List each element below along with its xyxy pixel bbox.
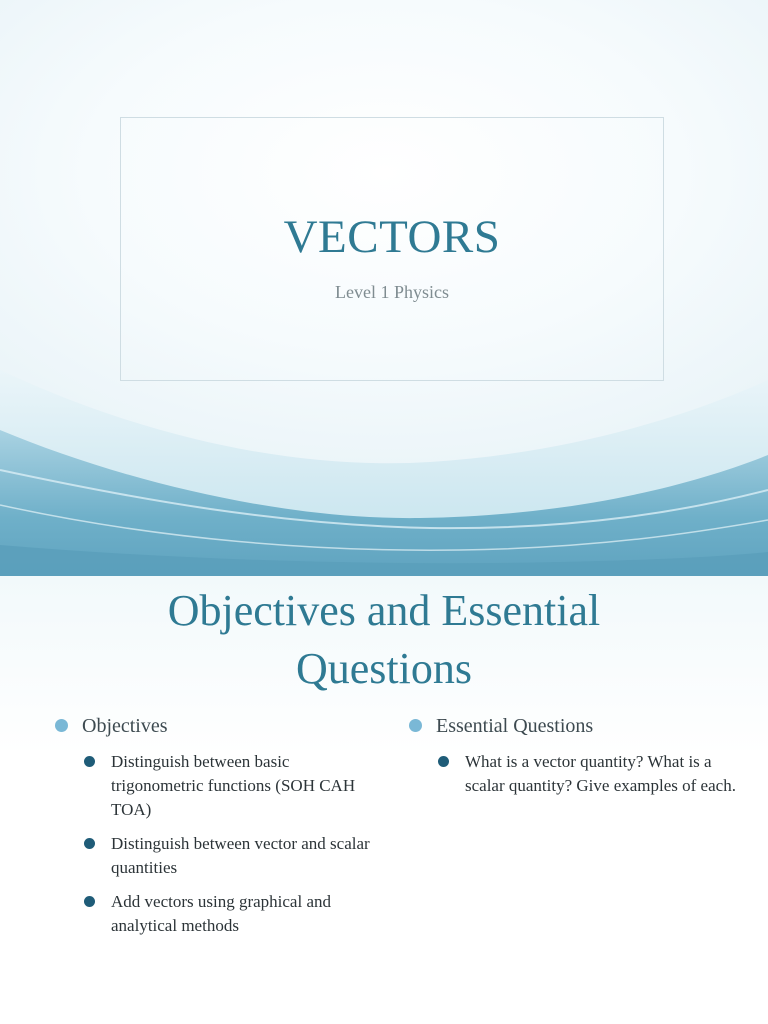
list-item-text: What is a vector quantity? What is a scalar quantity? Give examples of each.	[465, 752, 736, 795]
list-item-text: Distinguish between basic trigonometric functions (SOH CAH TOA)	[111, 752, 356, 819]
slide-subtitle: Level 1 Physics	[335, 282, 449, 302]
slide-heading-line2: Questions	[296, 644, 472, 693]
bullet-dot-icon	[84, 756, 95, 767]
content-slide	[0, 576, 768, 1024]
objectives-bullet	[52, 712, 372, 740]
bullet-dot-icon	[409, 719, 422, 732]
essential-questions-heading: Essential Questions	[436, 715, 594, 737]
list-item-text: Add vectors using graphical and analytical methods	[111, 892, 331, 935]
bullet-dot-icon	[84, 896, 95, 907]
objectives-column	[52, 712, 372, 948]
bullet-dot-icon	[84, 838, 95, 849]
objectives-list	[52, 750, 372, 938]
list-item-text: Distinguish between vector and scalar quantities	[111, 834, 370, 877]
list-item	[84, 832, 372, 880]
list-item	[84, 750, 372, 822]
slide-heading-line1: Objectives and Essential	[167, 586, 601, 635]
list-item	[84, 890, 372, 938]
bullet-dot-icon	[438, 756, 449, 767]
essential-questions-list	[406, 750, 736, 798]
essential-questions-bullet	[406, 712, 736, 740]
objectives-heading: Objectives	[82, 715, 168, 737]
bullet-dot-icon	[55, 719, 68, 732]
list-item	[438, 750, 736, 798]
essential-questions-column	[406, 712, 736, 808]
title-placeholder-box	[120, 117, 664, 381]
slide-title: VECTORS	[283, 211, 501, 263]
slide-heading	[0, 582, 768, 698]
